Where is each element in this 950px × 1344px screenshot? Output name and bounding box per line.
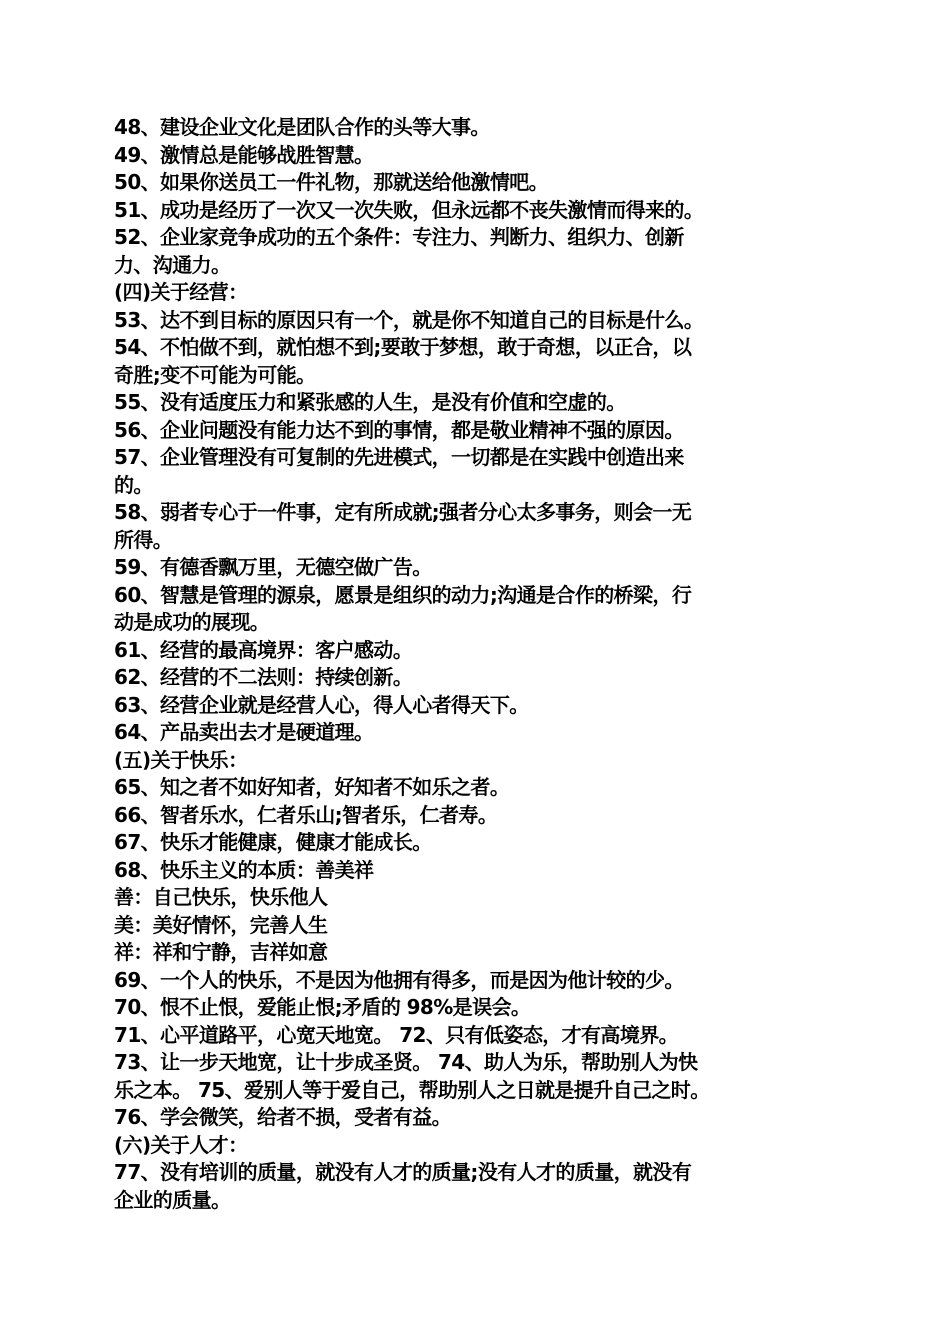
text-line: 58、弱者专心于一件事，定有所成就;强者分心太多事务，则会一无 (114, 500, 692, 524)
document-body (114, 114, 844, 1214)
text-line: 美：美好情怀，完善人生 (114, 912, 328, 937)
text-line: 49、激情总是能够战胜智慧。 (114, 142, 374, 167)
text-line: 61、经营的最高境界：客户感动。 (114, 637, 413, 662)
text-line: 的。 (114, 472, 153, 497)
text-line: 所得。 (114, 527, 173, 552)
section-heading: (五)关于快乐： (114, 747, 248, 772)
text-line: 73、让一步天地宽，让十步成圣贤。 74、助人为乐，帮助别人为快 (114, 1050, 698, 1074)
text-line: 力、沟通力。 (114, 252, 231, 277)
text-line: 善：自己快乐，快乐他人 (114, 885, 328, 909)
section-heading: (六)关于人才： (114, 1132, 248, 1157)
text-line: 70、恨不止恨，爱能止恨;矛盾的 98%是误会。 (114, 995, 531, 1019)
text-line: 奇胜;变不可能为可能。 (114, 362, 316, 387)
text-line: 63、经营企业就是经营人心，得人心者得天下。 (114, 692, 529, 717)
section-heading: (四)关于经营： (114, 280, 248, 304)
text-line: 53、达不到目标的原因只有一个，就是你不知道自己的目标是什么。 (114, 307, 704, 332)
text-line: 62、经营的不二法则：持续创新。 (114, 665, 413, 689)
text-line: 52、企业家竞争成功的五个条件：专注力、判断力、组织力、创新 (114, 225, 684, 249)
text-line: 51、成功是经历了一次又一次失败，但永远都不丧失激情而得来的。 (114, 197, 704, 222)
text-line: 64、产品卖出去才是硬道理。 (114, 720, 374, 744)
text-line: 54、不怕做不到，就怕想不到;要敢于梦想，敢于奇想，以正合，以 (114, 335, 692, 359)
text-line: 乐之本。 75、爱别人等于爱自己，帮助别人之日就是提升自己之时。 (114, 1077, 710, 1102)
text-line: 动是成功的展现。 (114, 610, 270, 634)
text-line: 67、快乐才能健康，健康才能成长。 (114, 830, 432, 854)
text-line: 59、有德香飘万里，无德空做广告。 (114, 555, 432, 579)
text-line: 76、学会微笑，给者不损，受者有益。 (114, 1105, 452, 1129)
text-line: 祥：祥和宁静，吉祥如意 (114, 940, 328, 964)
text-line: 48、建设企业文化是团队合作的头等大事。 (114, 115, 490, 139)
text-line: 69、一个人的快乐，不是因为他拥有得多，而是因为他计较的少。 (114, 967, 684, 992)
text-line: 68、快乐主义的本质：善美祥 (114, 857, 374, 882)
text-line: 57、企业管理没有可复制的先进模式，一切都是在实践中创造出来 (114, 445, 684, 469)
text-line: 66、智者乐水，仁者乐山;智者乐，仁者寿。 (114, 802, 498, 827)
text-line: 50、如果你送员工一件礼物，那就送给他激情吧。 (114, 170, 549, 194)
text-line: 60、智慧是管理的源泉，愿景是组织的动力;沟通是合作的桥梁，行 (114, 582, 692, 607)
text-line: 55、没有适度压力和紧张感的人生，是没有价值和空虚的。 (114, 390, 626, 414)
text-line: 71、心平道路平，心宽天地宽。 72、只有低姿态，才有高境界。 (114, 1022, 679, 1047)
text-line: 77、没有培训的质量，就没有人才的质量;没有人才的质量，就没有 (114, 1160, 692, 1184)
text-line: 56、企业问题没有能力达不到的事情，都是敬业精神不强的原因。 (114, 417, 684, 442)
text-line: 企业的质量。 (114, 1187, 231, 1212)
text-line: 65、知之者不如好知者，好知者不如乐之者。 (114, 775, 510, 799)
